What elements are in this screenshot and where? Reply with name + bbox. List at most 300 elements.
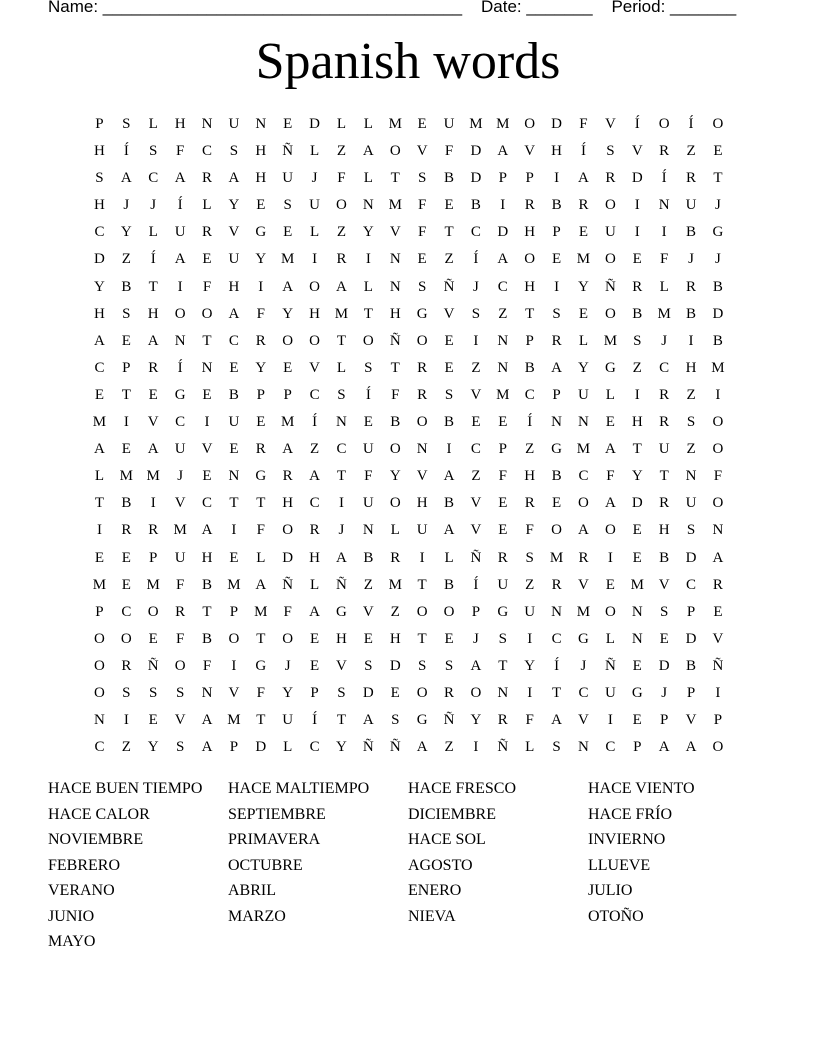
grid-letter: O xyxy=(94,630,105,647)
grid-letter: F xyxy=(498,468,507,485)
grid-letter: R xyxy=(121,522,132,539)
grid-letter: H xyxy=(94,197,105,214)
grid-letter: U xyxy=(309,197,320,214)
grid-letter: A xyxy=(282,278,294,295)
grid-letter: A xyxy=(282,441,294,458)
grid-letter: O xyxy=(712,495,724,512)
grid-letter: H xyxy=(282,495,294,512)
grid-letter: H xyxy=(524,278,536,295)
word-bank-item: JULIO xyxy=(588,882,633,899)
grid-letter: T xyxy=(148,278,158,295)
grid-letter: V xyxy=(578,712,589,729)
grid-letter: H xyxy=(94,143,105,160)
grid-letter: B xyxy=(444,414,455,431)
grid-letter: R xyxy=(712,576,723,593)
grid-letter: Í xyxy=(312,712,318,729)
grid-letter: E xyxy=(552,251,562,268)
grid-letter: L xyxy=(336,359,347,376)
grid-letter: F xyxy=(337,170,346,187)
grid-letter: P xyxy=(95,116,104,132)
grid-letter: I xyxy=(419,549,425,566)
grid-letter: N xyxy=(631,630,643,647)
word-bank-item: MARZO xyxy=(228,907,286,925)
grid-letter: Y xyxy=(470,712,482,729)
grid-letter: Z xyxy=(390,603,400,620)
grid-letter: I xyxy=(204,414,210,431)
grid-letter: F xyxy=(256,522,265,539)
grid-letter: U xyxy=(228,116,240,132)
grid-letter: D xyxy=(282,549,294,566)
page-title: Spanish words xyxy=(255,33,561,90)
grid-letter: H xyxy=(524,468,536,485)
grid-letter: N xyxy=(551,603,562,620)
grid-letter: H xyxy=(147,305,159,322)
grid-letter: M xyxy=(576,603,591,620)
grid-letter: P xyxy=(256,386,265,403)
grid-letter: Y xyxy=(362,224,374,241)
grid-letter: F xyxy=(713,468,723,485)
grid-letter: C xyxy=(202,495,213,512)
grid-letter: B xyxy=(686,224,697,241)
grid-letter: F xyxy=(525,712,534,729)
grid-letter: Ñ xyxy=(362,739,374,756)
grid-letter: V xyxy=(470,386,482,403)
grid-letter: A xyxy=(147,332,159,349)
grid-letter: J xyxy=(661,332,668,349)
grid-letter: R xyxy=(390,549,401,566)
grid-letter: N xyxy=(578,739,589,756)
grid-letter: E xyxy=(202,251,212,268)
grid-letter: Z xyxy=(686,386,696,403)
grid-letter: V xyxy=(712,630,724,647)
grid-letter: L xyxy=(94,468,105,485)
grid-letter: T xyxy=(229,495,239,512)
grid-letter: A xyxy=(658,739,670,756)
grid-letter: O xyxy=(712,414,724,431)
grid-letter: M xyxy=(657,305,671,322)
grid-letter: Z xyxy=(121,739,131,756)
grid-letter: H xyxy=(658,522,670,539)
grid-letter: T xyxy=(336,468,347,485)
grid-letter: A xyxy=(94,441,105,458)
grid-letter: S xyxy=(417,657,427,674)
grid-letter: Y xyxy=(228,197,240,214)
grid-letter: Z xyxy=(498,305,508,322)
grid-letter: E xyxy=(229,441,239,458)
grid-letter: Y xyxy=(389,468,401,485)
grid-letter: R xyxy=(417,386,428,403)
grid-letter: F xyxy=(175,630,185,647)
grid-letter: Í xyxy=(688,116,694,132)
grid-letter: H xyxy=(255,143,267,160)
grid-letter: N xyxy=(389,251,401,268)
grid-letter: Y xyxy=(255,251,267,268)
grid-letter: O xyxy=(362,332,374,349)
grid-letter: P xyxy=(659,712,669,729)
grid-letter: A xyxy=(362,712,374,729)
grid-letter: S xyxy=(552,739,561,756)
grid-letter: Í xyxy=(150,251,156,268)
grid-letter: T xyxy=(417,576,427,593)
grid-letter: R xyxy=(444,684,455,701)
grid-letter: I xyxy=(715,684,721,701)
grid-letter: O xyxy=(389,143,401,160)
grid-letter: R xyxy=(202,170,213,187)
grid-letter: L xyxy=(309,224,320,241)
grid-letter: R xyxy=(282,468,293,485)
grid-letter: R xyxy=(524,495,535,512)
grid-letter: Ñ xyxy=(282,143,294,160)
grid-letter: O xyxy=(416,414,428,431)
grid-letter: F xyxy=(175,576,185,593)
word-bank-item: LLUEVE xyxy=(588,856,651,874)
grid-letter: O xyxy=(94,684,105,701)
grid-letter: L xyxy=(363,170,373,187)
word-bank-item: HACE VIENTO xyxy=(588,780,695,797)
grid-letter: H xyxy=(685,359,697,376)
grid-letter: O xyxy=(416,684,428,701)
grid-letter: F xyxy=(256,684,265,701)
grid-letter: R xyxy=(659,143,670,160)
grid-letter: D xyxy=(631,170,643,187)
grid-letter: I xyxy=(634,197,640,214)
grid-letter: C xyxy=(524,386,535,403)
grid-letter: D xyxy=(497,224,509,241)
grid-letter: T xyxy=(256,495,266,512)
grid-letter: R xyxy=(686,170,697,187)
grid-letter: S xyxy=(606,143,615,160)
word-bank-item: INVIERNO xyxy=(588,831,666,848)
grid-letter: U xyxy=(578,386,589,403)
grid-letter: I xyxy=(527,630,533,647)
grid-letter: S xyxy=(552,305,561,322)
grid-letter: D xyxy=(658,657,670,674)
grid-letter: B xyxy=(659,549,670,566)
word-bank-item: NIEVA xyxy=(408,907,456,925)
grid-letter: V xyxy=(389,224,401,241)
grid-letter: E xyxy=(417,251,427,268)
grid-letter: Y xyxy=(578,359,589,376)
grid-letter: B xyxy=(632,305,643,322)
grid-letter: Z xyxy=(686,441,696,458)
grid-letter: E xyxy=(121,441,131,458)
grid-letter: P xyxy=(471,603,481,620)
grid-letter: T xyxy=(336,712,347,729)
grid-letter: F xyxy=(659,251,669,268)
grid-letter: O xyxy=(174,657,186,674)
grid-letter: U xyxy=(524,603,536,620)
grid-letter: A xyxy=(174,251,186,268)
grid-letter: S xyxy=(525,549,534,566)
grid-letter: R xyxy=(686,278,697,295)
grid-letter: R xyxy=(148,359,159,376)
grid-letter: L xyxy=(148,116,158,132)
grid-letter: T xyxy=(202,332,212,349)
grid-letter: O xyxy=(658,116,670,132)
grid-letter: H xyxy=(389,305,401,322)
grid-letter: N xyxy=(255,116,267,132)
grid-letter: F xyxy=(417,197,427,214)
grid-letter: N xyxy=(497,359,509,376)
grid-letter: R xyxy=(551,576,562,593)
grid-letter: R xyxy=(255,441,266,458)
grid-letter: R xyxy=(255,332,266,349)
grid-letter: Z xyxy=(363,576,373,593)
grid-letter: E xyxy=(498,495,508,512)
grid-letter: G xyxy=(416,305,428,322)
grid-letter: I xyxy=(365,251,371,268)
grid-letter: C xyxy=(228,332,239,349)
grid-letter: G xyxy=(604,359,616,376)
grid-letter: E xyxy=(283,224,293,241)
grid-letter: Ñ xyxy=(389,332,401,349)
grid-letter: H xyxy=(551,143,562,160)
grid-letter: P xyxy=(229,603,239,620)
grid-letter: C xyxy=(686,576,697,593)
grid-letter: V xyxy=(443,305,455,322)
grid-letter: V xyxy=(470,495,482,512)
grid-letter: A xyxy=(416,739,428,756)
grid-letter: D xyxy=(255,739,267,756)
grid-letter: O xyxy=(551,522,562,539)
grid-letter: Ñ xyxy=(336,576,347,593)
grid-letter: E xyxy=(632,522,642,539)
grid-letter: U xyxy=(282,712,294,729)
grid-letter: G xyxy=(336,603,347,620)
grid-letter: Ñ xyxy=(389,739,401,756)
grid-letter: G xyxy=(578,630,589,647)
grid-letter: P xyxy=(686,684,696,701)
grid-letter: O xyxy=(309,332,320,349)
grid-letter: P xyxy=(713,712,723,729)
grid-letter: O xyxy=(712,739,724,756)
grid-letter: V xyxy=(470,522,482,539)
grid-letter: I xyxy=(473,739,479,756)
grid-letter: Z xyxy=(471,359,481,376)
grid-letter: S xyxy=(175,684,185,701)
grid-letter: B xyxy=(686,305,697,322)
grid-letter: E xyxy=(605,576,615,593)
grid-letter: Y xyxy=(524,657,536,674)
grid-letter: Í xyxy=(661,170,667,187)
grid-letter: U xyxy=(685,197,697,214)
grid-letter: U xyxy=(174,549,186,566)
grid-letter: N xyxy=(201,684,213,701)
grid-letter: F xyxy=(606,468,615,485)
grid-letter: V xyxy=(578,576,589,593)
grid-letter: V xyxy=(174,712,186,729)
grid-letter: S xyxy=(686,522,696,539)
grid-letter: S xyxy=(149,684,158,701)
grid-letter: U xyxy=(228,251,240,268)
grid-letter: E xyxy=(390,684,400,701)
grid-letter: G xyxy=(551,441,562,458)
grid-letter: P xyxy=(149,549,158,566)
grid-letter: Í xyxy=(473,251,479,268)
grid-letter: M xyxy=(388,116,402,132)
grid-letter: L xyxy=(309,576,320,593)
grid-letter: M xyxy=(281,414,295,431)
grid-letter: Z xyxy=(121,251,131,268)
grid-letter: A xyxy=(551,359,562,376)
grid-letter: A xyxy=(228,305,240,322)
grid-letter: D xyxy=(362,684,374,701)
grid-letter: U xyxy=(416,522,428,539)
grid-letter: E xyxy=(498,522,508,539)
grid-letter: B xyxy=(712,332,723,349)
grid-letter: B xyxy=(686,657,697,674)
grid-letter: V xyxy=(604,116,616,132)
grid-letter: A xyxy=(201,712,213,729)
grid-letter: C xyxy=(309,495,320,512)
grid-letter: U xyxy=(362,441,374,458)
grid-letter: S xyxy=(686,414,696,431)
grid-letter: S xyxy=(337,386,346,403)
grid-letter: P xyxy=(122,359,131,376)
grid-letter: A xyxy=(309,603,320,620)
grid-letter: S xyxy=(337,684,346,701)
grid-letter: L xyxy=(148,224,158,241)
grid-letter: T xyxy=(256,630,266,647)
grid-letter: E xyxy=(444,359,454,376)
grid-letter: V xyxy=(658,576,670,593)
word-bank-item: HACE CALOR xyxy=(48,805,150,823)
grid-letter: I xyxy=(527,684,533,701)
grid-letter: V xyxy=(416,143,428,160)
grid-letter: B xyxy=(121,495,132,512)
grid-letter: M xyxy=(469,116,483,132)
grid-letter: U xyxy=(497,576,509,593)
grid-letter: U xyxy=(604,224,616,241)
grid-letter: V xyxy=(147,414,159,431)
grid-letter: S xyxy=(417,170,427,187)
grid-letter: O xyxy=(604,305,616,322)
grid-letter: R xyxy=(336,251,347,268)
grid-letter: R xyxy=(175,603,186,620)
grid-letter: T xyxy=(363,305,373,322)
grid-letter: A xyxy=(174,170,186,187)
grid-letter: Í xyxy=(554,657,560,674)
grid-letter: M xyxy=(630,576,644,593)
grid-letter: Y xyxy=(120,224,132,241)
grid-letter: G xyxy=(174,386,186,403)
grid-letter: M xyxy=(146,468,160,485)
grid-letter: L xyxy=(363,116,373,132)
grid-letter: N xyxy=(631,603,643,620)
grid-letter: A xyxy=(578,170,589,187)
grid-letter: H xyxy=(389,630,401,647)
grid-letter: Z xyxy=(444,739,454,756)
grid-letter: Í xyxy=(177,197,183,214)
grid-letter: D xyxy=(712,305,724,322)
grid-letter: E xyxy=(444,332,454,349)
grid-letter: S xyxy=(122,116,131,132)
grid-letter: O xyxy=(147,603,159,620)
grid-letter: M xyxy=(146,576,160,593)
grid-letter: G xyxy=(255,224,267,241)
grid-letter: I xyxy=(661,224,667,241)
grid-letter: E xyxy=(632,549,642,566)
grid-letter: R xyxy=(202,224,213,241)
grid-letter: I xyxy=(554,170,560,187)
word-bank-item: NOVIEMBRE xyxy=(48,831,144,848)
word-bank-item: HACE FRÍO xyxy=(588,805,673,823)
grid-letter: N xyxy=(389,278,401,295)
grid-letter: Y xyxy=(631,468,643,485)
grid-letter: Ñ xyxy=(604,278,616,295)
grid-letter: A xyxy=(470,657,482,674)
grid-letter: M xyxy=(549,549,564,566)
grid-letter: A xyxy=(443,468,455,485)
grid-letter: S xyxy=(122,684,131,701)
grid-letter: E xyxy=(471,414,481,431)
grid-letter: R xyxy=(659,414,670,431)
grid-letter: R xyxy=(551,332,562,349)
grid-letter: F xyxy=(202,278,212,295)
grid-letter: C xyxy=(551,630,562,647)
grid-letter: F xyxy=(525,522,534,539)
grid-letter: A xyxy=(604,495,616,512)
grid-letter: E xyxy=(632,657,642,674)
grid-letter: E xyxy=(309,657,320,674)
grid-letter: H xyxy=(228,278,240,295)
grid-letter: O xyxy=(416,603,428,620)
grid-letter: S xyxy=(149,143,158,160)
grid-letter: O xyxy=(524,116,536,132)
grid-letter: O xyxy=(604,251,616,268)
grid-letter: J xyxy=(688,251,694,268)
grid-letter: H xyxy=(174,116,186,132)
grid-letter: E xyxy=(417,116,427,132)
grid-letter: A xyxy=(336,278,347,295)
grid-letter: C xyxy=(175,414,186,431)
word-bank-item: JUNIO xyxy=(48,907,95,925)
word-bank-item: MAYO xyxy=(48,933,96,950)
grid-letter: R xyxy=(632,278,643,295)
grid-letter: R xyxy=(659,495,670,512)
grid-letter: A xyxy=(309,468,320,485)
grid-letter: V xyxy=(631,143,643,160)
grid-letter: E xyxy=(444,197,454,214)
grid-letter: T xyxy=(94,495,105,512)
grid-letter: A xyxy=(362,143,374,160)
grid-letter: Y xyxy=(578,278,589,295)
grid-letter: D xyxy=(470,143,482,160)
grid-letter: Í xyxy=(123,143,129,160)
grid-letter: F xyxy=(444,143,454,160)
grid-letter: D xyxy=(551,116,562,132)
grid-letter: M xyxy=(227,576,241,593)
grid-letter: I xyxy=(231,522,237,539)
grid-letter: V xyxy=(524,143,536,160)
grid-letter: U xyxy=(362,495,374,512)
grid-letter: N xyxy=(416,441,428,458)
grid-letter: O xyxy=(282,332,294,349)
grid-letter: A xyxy=(94,332,105,349)
grid-letter: T xyxy=(390,170,400,187)
grid-letter: H xyxy=(524,224,536,241)
grid-letter: H xyxy=(631,414,643,431)
grid-letter: O xyxy=(120,630,132,647)
grid-letter: C xyxy=(309,386,320,403)
grid-letter: L xyxy=(390,522,400,539)
grid-letter: S xyxy=(364,657,373,674)
grid-letter: I xyxy=(338,495,344,512)
grid-letter: B xyxy=(551,468,562,485)
grid-letter: J xyxy=(177,468,184,485)
grid-letter: T xyxy=(525,305,535,322)
grid-letter: L xyxy=(363,278,373,295)
